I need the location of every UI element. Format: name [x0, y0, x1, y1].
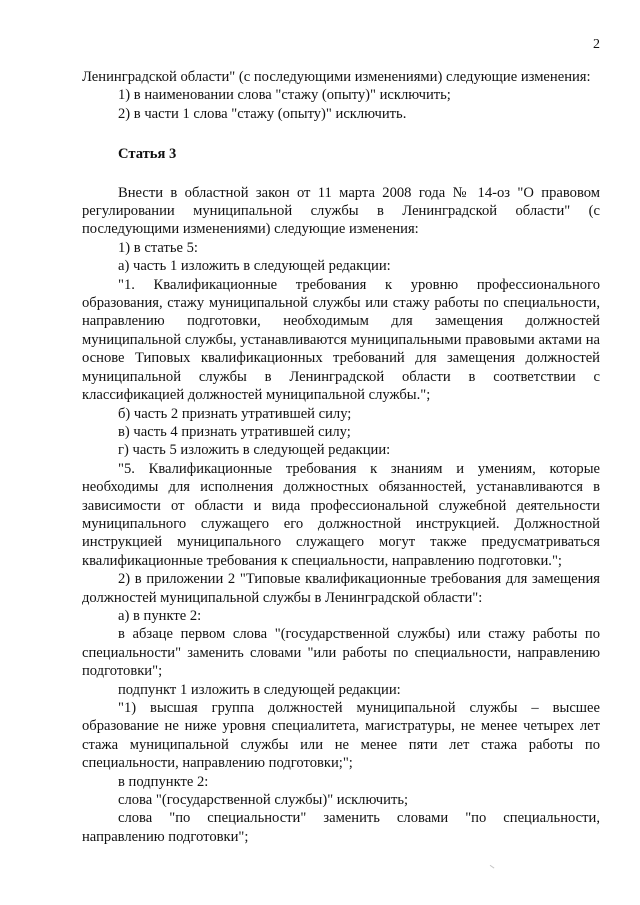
- page-number: 2: [593, 37, 600, 52]
- paragraph: слова "по специальности" заменить словами "по специальности, направлению подготовки";: [82, 810, 600, 845]
- document-body: [82, 68, 600, 846]
- text-line: Ленинградской области" (с последующими изменениями) следующие изменения:: [82, 69, 591, 85]
- text-line: 2) в части 1 слова "стажу (опыту)" исключить.: [118, 105, 407, 122]
- text-line: 1) в наименовании слова "стажу (опыту)" исключить;: [118, 87, 451, 104]
- paragraph: "5. Квалификационные требования к знаниям и умениям, которые необходимы для исполнения должностных обязанностей, устанавливаются в зависимости от области и вида профессиональной служебной деятельности муниципального служащего его должностной инструкцией. Должностной инструкцией муниципального служащего могут также предусматриваться квалификационные требования к специальности, направлению подготовки.";: [82, 460, 600, 569]
- paragraph: подпункт 1 изложить в следующей редакции:: [118, 681, 401, 698]
- paragraph: а) часть 1 изложить в следующей редакции:: [118, 258, 391, 275]
- scan-artifact: [489, 865, 495, 870]
- paragraph: 2) в приложении 2 "Типовые квалификационные требования для замещения должностей муниципальной службы в Ленинградской области":: [82, 571, 600, 606]
- paragraph: слова "(государственной службы)" исключить;: [118, 792, 409, 809]
- paragraph: б) часть 2 признать утратившей силу;: [118, 405, 352, 422]
- spacer: [82, 123, 600, 145]
- paragraph: г) часть 5 изложить в следующей редакции:: [118, 442, 391, 459]
- paragraph: в подпункте 2:: [118, 773, 209, 790]
- paragraph: "1. Квалификационные требования к уровню профессионального образования, стажу муниципальной службы или стажу работы по специальности, направлению подготовки, необходимым для замещения должностей муниципальной службы, устанавливаются муниципальными правовыми актами на основе Типовых квалификационных требований для замещения должностей муниципальной службы в Ленинградской области в соответствии с классификацией должностей муниципальной службы.";: [82, 276, 600, 404]
- paragraph: Внести в областной закон от 11 марта 2008 года № 14-оз "О правовом регулировании муниципальной службы в Ленинградской области" (с последующими изменениями) следующие изменения:: [82, 184, 600, 238]
- paragraph: в) часть 4 признать утратившей силу;: [118, 423, 351, 440]
- paragraph: 1) в статье 5:: [118, 239, 198, 256]
- paragraph: "1) высшая группа должностей муниципальной службы – высшее образование не ниже уровня специалитета, магистратуры, не менее четырех лет стажа муниципальной службы или не менее пяти лет стажа работы по специальности, направлению подготовки;";: [82, 700, 600, 772]
- paragraph: а) в пункте 2:: [118, 607, 202, 624]
- paragraph: в абзаце первом слова "(государственной службы) или стажу работы по специальности" заменить словами "или работы по специальности, направлению подготовки";: [82, 626, 600, 680]
- spacer: [82, 164, 600, 184]
- article-title: Статья 3: [118, 146, 177, 163]
